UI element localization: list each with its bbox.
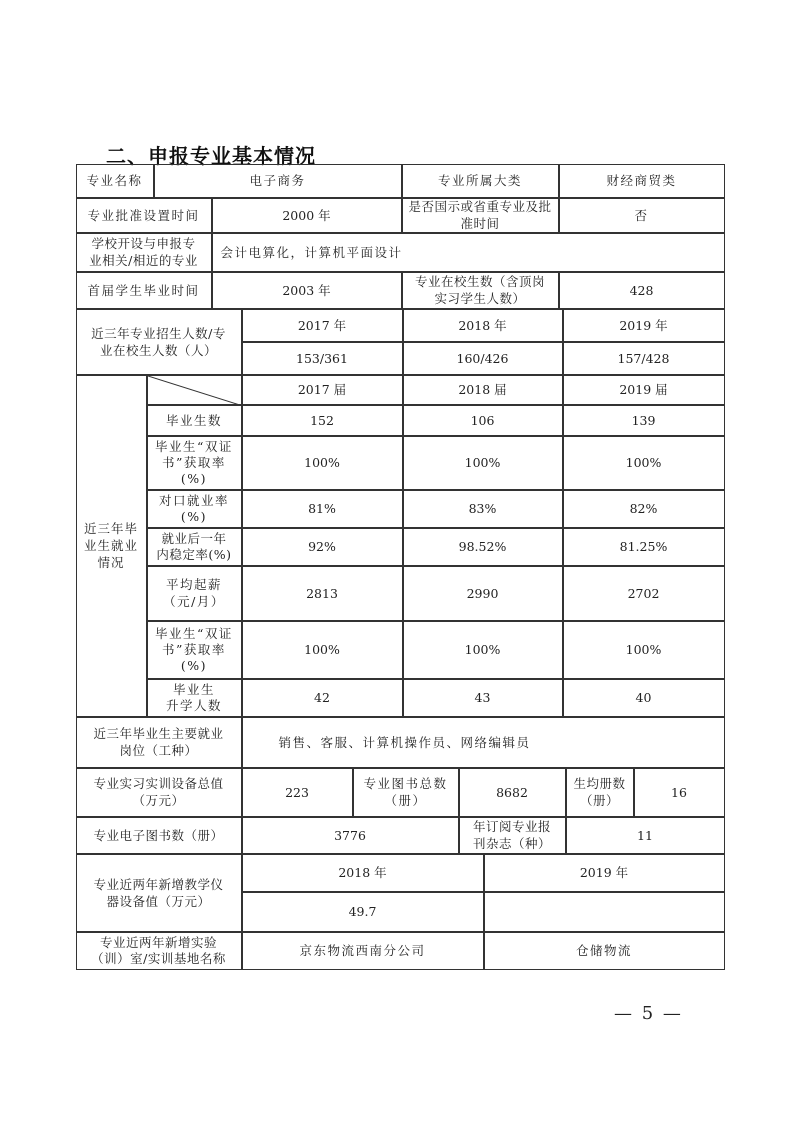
new-equipment-value: [484, 892, 725, 932]
new-equipment-value: 49.7: [242, 892, 484, 932]
employment-value: 42: [242, 679, 403, 717]
enrollment-value: 153/361: [242, 342, 403, 375]
employment-row-label: 毕业生“双证 书”获取率 (%): [147, 621, 242, 679]
employment-value: 40: [563, 679, 725, 717]
employment-row-label: 对口就业率 (%): [147, 490, 242, 528]
employment-value: 81%: [242, 490, 403, 528]
employment-row-label: 就业后一年 内稳定率(%): [147, 528, 242, 566]
new-base-value: 京东物流西南分公司: [242, 932, 484, 970]
approval-time-value: 2000 年: [212, 198, 402, 233]
employment-value: 100%: [563, 436, 725, 490]
equipment-value: 223: [242, 768, 353, 817]
per-student-value: 16: [634, 768, 725, 817]
cohort-header: 2018 届: [403, 375, 563, 405]
employment-row-label: 毕业生“双证 书”获取率 (%): [147, 436, 242, 490]
section-title: 二、申报专业基本情况: [106, 144, 316, 168]
related-majors-label: 学校开设与申报专 业相关/相近的专业: [76, 233, 212, 272]
employment-value: 106: [403, 405, 563, 436]
journals-value: 11: [566, 817, 725, 854]
employment-row-label: 毕业生数: [147, 405, 242, 436]
major-name-value: 电子商务: [154, 164, 402, 198]
enrollment-year: 2019 年: [563, 309, 725, 342]
related-majors-value: 会计电算化，计算机平面设计: [212, 233, 725, 272]
category-label: 专业所属大类: [402, 164, 559, 198]
employment-value: 82%: [563, 490, 725, 528]
diagonal-line: [148, 376, 243, 406]
key-major-value: 否: [559, 198, 725, 233]
employment-row-label: 平均起薪 （元/月）: [147, 566, 242, 621]
ebooks-value: 3776: [242, 817, 459, 854]
books-value: 8682: [459, 768, 566, 817]
enrolled-label: 专业在校生数（含顶岗 实习学生人数）: [402, 272, 559, 309]
enrollment-label: 近三年专业招生人数/专 业在校生人数（人）: [76, 309, 242, 375]
new-equipment-label: 专业近两年新增教学仪 器设备值（万元）: [76, 854, 242, 932]
employment-value: 81.25%: [563, 528, 725, 566]
employment-group-label: 近三年毕 业生就业 情况: [76, 375, 147, 717]
jobs-label: 近三年毕业生主要就业 岗位（工种）: [76, 717, 242, 768]
employment-row-label: 毕业生 升学人数: [147, 679, 242, 717]
cohort-header: 2019 届: [563, 375, 725, 405]
new-equipment-year: 2018 年: [242, 854, 484, 892]
enrollment-year: 2017 年: [242, 309, 403, 342]
new-equipment-year: 2019 年: [484, 854, 725, 892]
employment-value: 100%: [563, 621, 725, 679]
first-grad-label: 首届学生毕业时间: [76, 272, 212, 309]
key-major-label: 是否国示或省重专业及批 准时间: [402, 198, 559, 233]
employment-value: 2990: [403, 566, 563, 621]
enrolled-value: 428: [559, 272, 725, 309]
category-value: 财经商贸类: [559, 164, 725, 198]
employment-value: 83%: [403, 490, 563, 528]
major-name-label: 专业名称: [76, 164, 154, 198]
enrollment-value: 160/426: [403, 342, 563, 375]
per-student-label: 生均册数 （册）: [566, 768, 634, 817]
diagonal-header-cell: [147, 375, 242, 405]
equipment-label: 专业实习实训设备总值 （万元）: [76, 768, 242, 817]
approval-time-label: 专业批准设置时间: [76, 198, 212, 233]
enrollment-value: 157/428: [563, 342, 725, 375]
new-bases-label: 专业近两年新增实验 （训）室/实训基地名称: [76, 932, 242, 970]
cohort-header: 2017 届: [242, 375, 403, 405]
journals-label: 年订阅专业报 刊杂志（种）: [459, 817, 566, 854]
employment-value: 139: [563, 405, 725, 436]
employment-value: 2702: [563, 566, 725, 621]
employment-value: 152: [242, 405, 403, 436]
employment-value: 98.52%: [403, 528, 563, 566]
first-grad-value: 2003 年: [212, 272, 402, 309]
new-base-value: 仓储物流: [484, 932, 725, 970]
employment-value: 100%: [242, 436, 403, 490]
page-number: — 5 —: [614, 1003, 683, 1024]
employment-value: 2813: [242, 566, 403, 621]
ebooks-label: 专业电子图书数（册）: [76, 817, 242, 854]
enrollment-year: 2018 年: [403, 309, 563, 342]
employment-value: 43: [403, 679, 563, 717]
books-label: 专业图书总数 （册）: [353, 768, 459, 817]
employment-value: 100%: [403, 621, 563, 679]
jobs-value: 销售、客服、计算机操作员、网络编辑员: [242, 717, 725, 768]
employment-value: 100%: [403, 436, 563, 490]
employment-value: 92%: [242, 528, 403, 566]
employment-value: 100%: [242, 621, 403, 679]
